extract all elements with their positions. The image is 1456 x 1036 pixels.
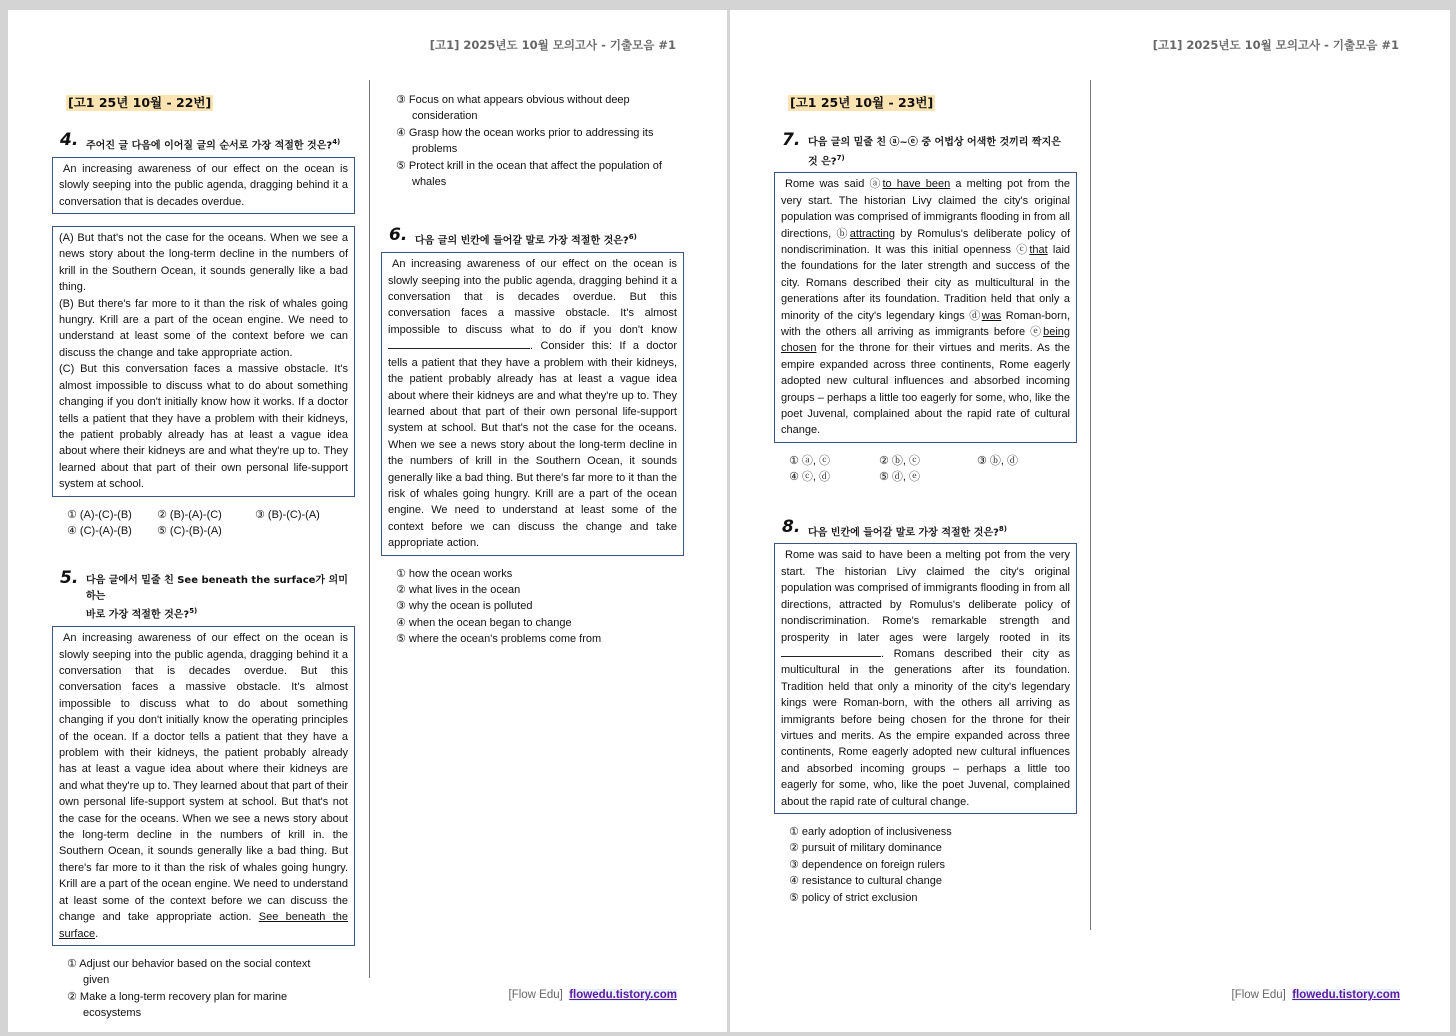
page-right	[730, 10, 1450, 1032]
passage	[781, 547, 1070, 810]
choice[interactable]: ① early adoption of inclusiveness	[789, 825, 952, 838]
question-number: 7.	[782, 130, 801, 150]
blank	[388, 338, 530, 349]
question-number: 6.	[389, 225, 408, 246]
question-6-header	[389, 225, 684, 249]
right-column	[381, 82, 684, 648]
question-5-header	[60, 568, 355, 623]
footnote-mark: 4)	[332, 138, 341, 146]
passage-text: for the throne for their virtues and merits. As the empire expanded across three continents, Rome eagerly adopted new cultural influences and absorbed incoming groups – perhaps a little too eagerly for some, who, like the poet Juvenal, complained about the rapid rate of cultural change.	[781, 342, 1070, 437]
passage-box	[774, 543, 1077, 814]
passage-text: ⓒ	[1016, 243, 1030, 256]
question-number: 5.	[60, 568, 79, 589]
footer	[509, 989, 678, 1001]
passage-text: An increasing awareness of our effect on the ocean is slowly seeping into the public agenda, dragging behind it a conversation that is decades overdue. But this conversation faces a massive obstacle. It's almost impossible to discuss what to do about something changing if you don't initially know the operating principles of the ocean. If a doctor tells a patient that they have a problem with their kidneys, the patient probably already has at least a vague idea about where their kidneys are and what they're up to. They learned about that part of their own personal life-support system at school. But that's not the case for the oceans. When we see a news story about the long-term decline in the numbers of krill in. the Southern Ocean, it sounds generally like a bad thing. But there's far more to it than the risk of whales going hungry. Krill are a part of the ocean engine. We need to understand at least some of the context before we can discuss the change and take appropriate action.	[59, 632, 348, 924]
footnote-mark: 6)	[628, 233, 637, 242]
choice[interactable]: ⑤ (C)-(B)-(A)	[157, 524, 222, 537]
choice[interactable]: ③ Focus on what appears obvious without deep consideration	[396, 94, 630, 123]
choice[interactable]: ③ ⓑ, ⓓ	[977, 454, 1019, 467]
page-left	[8, 10, 727, 1032]
paragraph-a: (A) But that's not the case for the oceans. When we see a news story about the long-term decline in the numbers of krill in the Southern Ocean, it sounds generally like a bad thing.	[59, 232, 348, 294]
choice[interactable]: ② Make a long-term recovery plan for marine ecosystems	[67, 990, 288, 1020]
paragraph-b: (B) But there's far more to it than the risk of whales going hungry. Krill are a part of the ocean engine. We need to understand at least some of the context before we can discuss the change and take appropriate action.	[59, 297, 348, 359]
choice[interactable]: ① (A)-(C)-(B)	[67, 508, 132, 521]
passage-box	[52, 626, 355, 946]
paragraph-c: (C) But this conversation faces a massive obstacle. It's almost impossible to discuss what to do about something changing if you don't initially know how it works. If a doctor tells a patient that they have a problem with their kidneys, the patient probably already has at least a vague idea about where their kidneys are and what they're up to. They learned about that part of their own personal life-support system at school.	[59, 363, 348, 491]
question-5-choices-b	[396, 92, 668, 190]
choice[interactable]: ⑤ policy of strict exclusion	[789, 891, 918, 904]
choice[interactable]: ④ ⓒ, ⓓ	[789, 471, 831, 484]
choice[interactable]: ④ (C)-(A)-(B)	[67, 524, 132, 537]
ordering-passage-box	[52, 226, 355, 497]
question-4-header	[60, 130, 355, 154]
choice[interactable]: ⑤ where the ocean's problems come from	[396, 633, 602, 646]
footer-link[interactable]: flowedu.tistory.com	[569, 989, 677, 1001]
question-5-choices-a	[67, 956, 337, 1022]
choice[interactable]: ④ when the ocean began to change	[396, 616, 572, 629]
column-divider	[1090, 80, 1091, 930]
question-8-choices	[789, 824, 1077, 906]
underlined-phrase: that	[1029, 243, 1048, 256]
passage-box	[381, 252, 684, 555]
choice[interactable]: ③ (B)-(C)-(A)	[255, 508, 320, 521]
passage-text: by Romulus's deliberate policy of nondiscrimination. It was this initial openness	[781, 227, 1070, 256]
question-4-choices	[67, 507, 355, 540]
question-7-header	[782, 130, 1073, 169]
choice[interactable]: ③ dependence on foreign rulers	[789, 858, 946, 871]
footnote-mark: 5)	[189, 607, 198, 616]
passage-text: ⓔ	[1030, 325, 1044, 338]
question-title-cont: 바로 가장 적절한 것은?	[86, 609, 190, 621]
passage-text: Roman-born, with the others all arriving as immigrants before	[781, 309, 1071, 338]
question-title: 다음 글의 밑줄 친 ⓐ~ⓔ 중 어법상 어색한 것끼리 짝지은 것 은?	[808, 137, 1061, 167]
passage-end: .	[95, 927, 99, 940]
given-passage-box	[52, 157, 355, 214]
choice[interactable]: ① how the ocean works	[396, 567, 513, 580]
question-tag: [고1 25년 10월 - 23번]	[790, 95, 934, 110]
choice[interactable]: ⑤ ⓓ, ⓔ	[879, 471, 921, 484]
underlined-phrase: was	[981, 309, 1002, 322]
left-column	[774, 95, 1077, 906]
passage-text: An increasing awareness of our effect on the ocean is slowly seeping into the public agenda, dragging behind it a conversation that is decades overdue. But this conversation faces a massive obstacle. It's almost impossible to discuss what to do if you don't know	[388, 258, 677, 336]
choice[interactable]: ⑤ Protect krill in the ocean that affect the population of whales	[396, 159, 662, 189]
footnote-mark: 7)	[836, 153, 845, 162]
choice[interactable]: ④ Grasp how the ocean works prior to addressing its problems	[396, 126, 654, 156]
underlined-phrase: attracting	[849, 227, 896, 240]
passage-box	[774, 172, 1077, 443]
underlined-phrase: being chosen	[781, 325, 1070, 355]
question-title: 주어진 글 다음에 이어질 글의 순서로 가장 적절한 것은?	[86, 140, 333, 152]
footer	[1232, 989, 1401, 1001]
question-title: 다음 글의 빈칸에 들어갈 말로 가장 적절한 것은?	[415, 235, 629, 247]
column-divider	[369, 80, 370, 978]
passage-text: . Romans described their city as multicultural in the generations after its foundation. Tradition held that only a minority of the city's legendary kings were Roman-born, with the others all arriving as immigrants before being chosen for the throne for their virtues and merits. As the empire expanded across three continents, Rome eagerly adopted new cultural influences and absorbed incoming groups – perhaps a little too eagerly for some, who, like the poet Juvenal, complained about the rapid rate of cultural change.	[781, 647, 1070, 808]
given-passage: An increasing awareness of our effect on the ocean is slowly seeping into the public agenda, dragging behind it a conversation that is decades overdue.	[59, 162, 348, 208]
question-title: 다음 글에서 밑줄 친 See beneath the surface가 의미하는	[86, 575, 348, 602]
choice[interactable]: ② ⓑ, ⓒ	[879, 454, 921, 467]
choice[interactable]: ④ resistance to cultural change	[789, 875, 942, 888]
footer-brand: [Flow Edu]	[1231, 989, 1286, 1001]
question-number: 4.	[60, 130, 79, 150]
underlined-phrase: to have been	[882, 178, 951, 191]
choice[interactable]: ② what lives in the ocean	[396, 583, 521, 596]
choice[interactable]: ① Adjust our behavior based on the social context given	[67, 957, 311, 987]
question-6-choices	[396, 566, 684, 648]
question-8-header	[782, 516, 1077, 541]
choice[interactable]: ③ why the ocean is polluted	[396, 600, 533, 613]
passage-text: Rome was said to have been a melting pot from the very start. The historian Livy claimed the city's original population was comprised of immigrants flooding in from all directions, attracted by Romulus's deliberate policy of nondiscrimination. Rome's remarkable strength and prosperity in later ages were largely rooted in its	[781, 549, 1070, 644]
footer-link[interactable]: flowedu.tistory.com	[1292, 989, 1400, 1001]
footer-brand: [Flow Edu]	[508, 989, 563, 1001]
passage	[388, 256, 677, 551]
passage-text: ⓑ	[836, 227, 850, 240]
question-number: 8.	[782, 516, 801, 537]
passage-text: Rome was said	[785, 178, 870, 191]
question-tag: [고1 25년 10월 - 22번]	[68, 95, 212, 110]
passage	[59, 630, 348, 942]
passage	[781, 176, 1070, 439]
choice[interactable]: ① ⓐ, ⓒ	[789, 454, 831, 467]
running-header: [고1] 2025년도 10월 모의고사 - 기출모음 #1	[1152, 38, 1399, 52]
choice[interactable]: ② pursuit of military dominance	[789, 842, 942, 855]
passage-text: ⓐ	[869, 178, 883, 191]
blank	[781, 646, 881, 657]
question-title: 다음 빈칸에 들어갈 말로 가장 적절한 것은?	[808, 526, 999, 538]
left-column	[52, 95, 355, 1022]
passage-text: laid the foundations for the later strength and success of the city. Romans described their city as multicultural in the generations after its foundation. Tradition held that only a minority of the city's legendary kings	[781, 243, 1071, 322]
running-header: [고1] 2025년도 10월 모의고사 - 기출모음 #1	[429, 38, 676, 52]
question-7-choices	[789, 453, 1077, 486]
underlined-phrase: See beneath the surface	[59, 911, 348, 940]
passage-text: a melting pot from the very start. The historian Livy claimed the city's original population was comprised of immigrants flooding in from all directions,	[781, 178, 1070, 240]
passage-text: . Consider this: If a doctor tells a patient that they have a problem with their kidneys, the patient probably already has at least a vague idea about where their kidneys are and what they're up to. They learned about that part of their own personal life-support system at school. But that's not the case for the oceans. When we see a news story about the long-term decline in the numbers of krill in the Southern Ocean, it sounds generally like a bad thing. But there's far more to it than the risk of whales going hungry. Krill are a part of the ocean engine. We need to understand at least some of the context before we can discuss the change and take appropriate action.	[388, 340, 677, 550]
passage-text: ⓓ	[969, 309, 982, 322]
footnote-mark: 8)	[998, 524, 1007, 533]
choice[interactable]: ② (B)-(A)-(C)	[157, 508, 222, 521]
